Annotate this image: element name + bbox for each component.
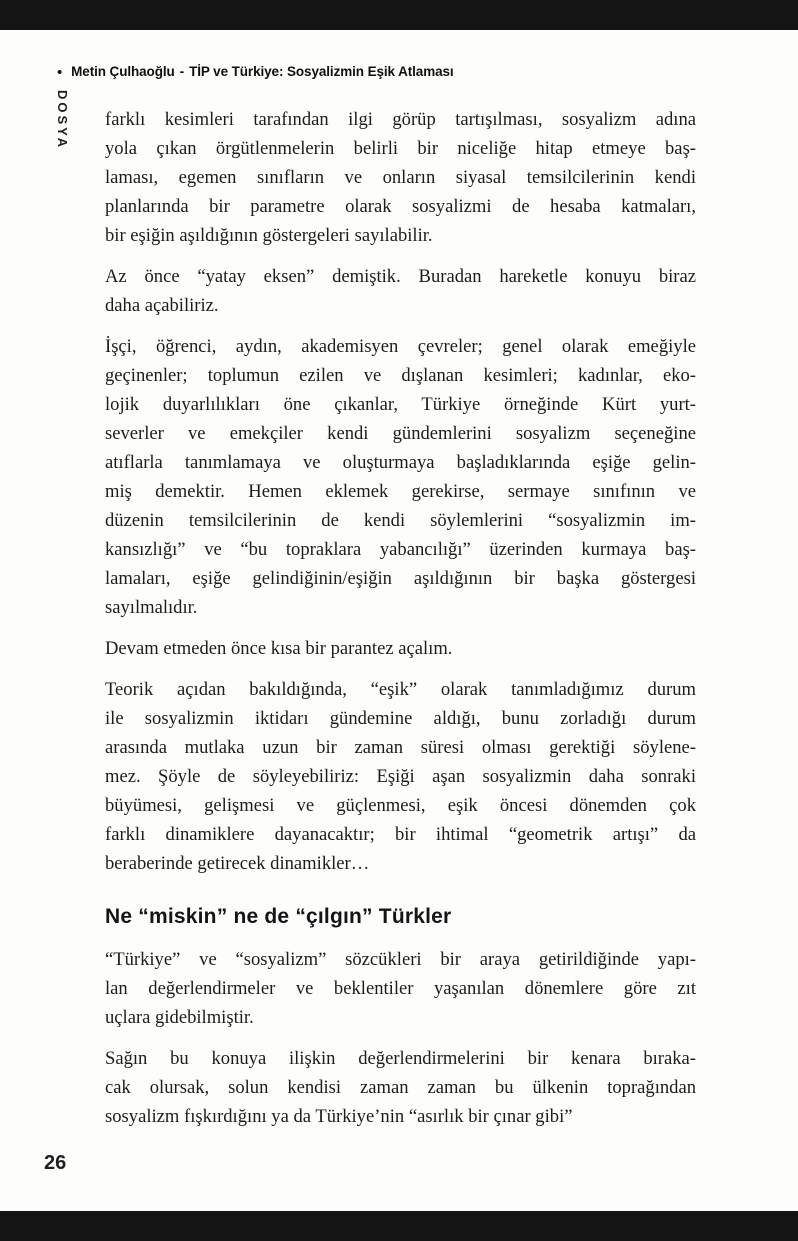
text-line: düzenin temsilcilerinin de kendi söylemlerini “sosyalizmin im- — [105, 510, 696, 531]
paragraph — [105, 675, 696, 878]
bullet-icon: • — [57, 64, 63, 81]
text-line: “Türkiye” ve “sosyalizm” sözcükleri bir araya getirildiğinde yapı- — [105, 949, 696, 970]
bottom-bar — [0, 1211, 798, 1241]
text-line: lan değerlendirmeler ve beklentiler yaşanılan dönemlere göre zıt — [105, 978, 696, 999]
text-line: lamaları, eşiğe gelindiğinin/eşiğin aşıldığının bir başka göstergesi — [105, 568, 696, 589]
text-line: laması, egemen sınıfların ve onların siyasal temsilcilerinin kendi — [105, 167, 696, 188]
margin-label-dosya: DOSYA — [55, 90, 70, 151]
text-line: farklı dinamiklere dayanacaktır; bir ihtimal “geometrik artışı” da — [105, 824, 696, 845]
body-text — [105, 105, 696, 1143]
header-author: Metin Çulhaoğlu — [71, 64, 175, 79]
text-line: lojik duyarlılıkları öne çıkanlar, Türkiye örneğinde Kürt yurt- — [105, 394, 696, 415]
text-line: sayılmalıdır. — [105, 597, 198, 618]
text-line: cak olursak, solun kendisi zaman zaman bu ülkenin toprağından — [105, 1077, 696, 1098]
top-bar — [0, 0, 798, 30]
paragraph — [105, 634, 696, 663]
text-line: planlarında bir parametre olarak sosyalizmi de hesaba katmaları, — [105, 196, 696, 217]
text-line: Sağın bu konuya ilişkin değerlendirmelerini bir kenara bıraka- — [105, 1048, 696, 1069]
text-line: yola çıkan örgütlenmelerin belirli bir niceliğe hitap etmeye baş- — [105, 138, 696, 159]
text-line: kansızlığı” ve “bu topraklara yabancılığı” üzerinden kurmaya baş- — [105, 539, 696, 560]
text-line: İşçi, öğrenci, aydın, akademisyen çevreler; genel olarak emeğiyle — [105, 336, 696, 357]
section-heading: Ne “miskin” ne de “çılgın” Türkler — [105, 905, 452, 928]
header-book-title: TİP ve Türkiye: Sosyalizmin Eşik Atlaması — [189, 64, 454, 79]
text-line: beraberinde getirecek dinamikler… — [105, 853, 370, 874]
text-line: bir eşiğin aşıldığının göstergeleri sayılabilir. — [105, 225, 433, 246]
running-header — [57, 63, 454, 80]
paragraph — [105, 262, 696, 320]
text-line: Teorik açıdan bakıldığında, “eşik” olarak tanımladığımız durum — [105, 679, 696, 700]
text-line: arasında mutlaka uzun bir zaman süresi olması gerektiği söylene- — [105, 737, 696, 758]
text-line: geçinenler; toplumun ezilen ve dışlanan kesimleri; kadınlar, eko- — [105, 365, 696, 386]
text-line: mez. Şöyle de söyleyebiliriz: Eşiği aşan sosyalizmin daha sonraki — [105, 766, 696, 787]
text-line: miş demektir. Hemen eklemek gerekirse, sermaye sınıfının ve — [105, 481, 696, 502]
text-line: Az önce “yatay eksen” demiştik. Buradan hareketle konuyu biraz — [105, 266, 696, 287]
text-line: sosyalizm fışkırdığını ya da Türkiye’nin “asırlık bir çınar gibi” — [105, 1106, 573, 1127]
text-line: atıflarla tanımlamaya ve oluşturmaya başladıklarında eşiğe gelin- — [105, 452, 696, 473]
text-line: ile sosyalizmin iktidarı gündemine aldığı, bunu zorladığı durum — [105, 708, 696, 729]
page-number: 26 — [44, 1152, 67, 1174]
paragraph — [105, 332, 696, 622]
text-line: farklı kesimleri tarafından ilgi görüp tartışılması, sosyalizm adına — [105, 109, 696, 130]
paragraph — [105, 1044, 696, 1131]
text-line: büyümesi, gelişmesi ve güçlenmesi, eşik öncesi dönemden çok — [105, 795, 696, 816]
text-line: severler ve emekçiler kendi gündemlerini sosyalizm seçeneğine — [105, 423, 696, 444]
text-line: Devam etmeden önce kısa bir parantez açalım. — [105, 638, 453, 659]
paragraph — [105, 945, 696, 1032]
paragraph — [105, 105, 696, 250]
header-separator: - — [179, 64, 185, 79]
text-line: uçlara gidebilmiştir. — [105, 1007, 254, 1028]
text-line: daha açabiliriz. — [105, 295, 219, 316]
